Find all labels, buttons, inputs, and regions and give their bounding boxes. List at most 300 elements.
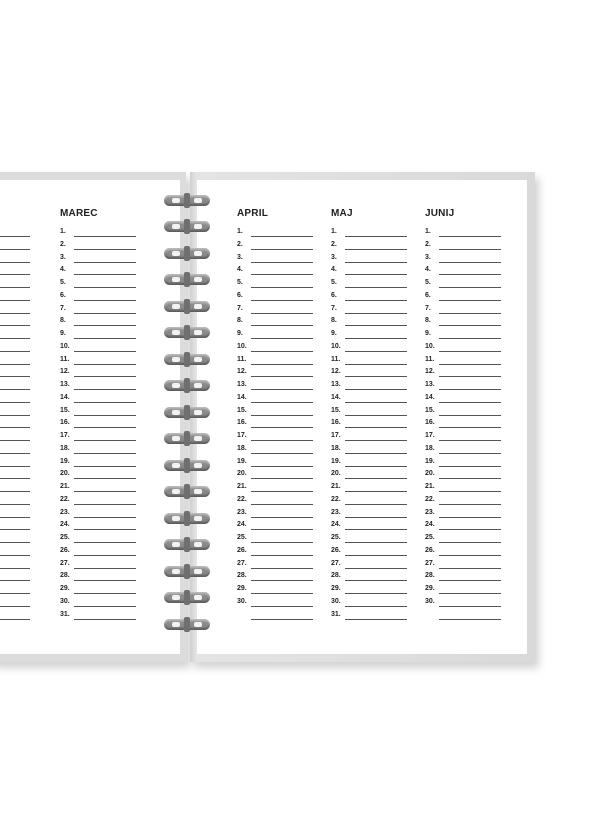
day-row — [331, 534, 409, 547]
day-row — [60, 534, 138, 547]
day-write-line — [439, 606, 501, 607]
day-write-line — [74, 313, 136, 314]
day-write-line — [0, 529, 30, 530]
day-number: 2. — [60, 240, 66, 248]
day-row — [237, 330, 315, 343]
day-number: 13. — [331, 381, 341, 388]
day-write-line — [0, 402, 30, 403]
day-number: 25. — [237, 534, 247, 541]
day-write-line — [439, 325, 501, 326]
day-write-line — [439, 517, 501, 518]
day-row — [60, 483, 138, 496]
day-write-line — [74, 466, 136, 467]
day-write-line — [74, 338, 136, 339]
day-row — [425, 458, 503, 471]
day-row — [237, 585, 315, 598]
day-number: 29. — [425, 585, 435, 592]
day-number: 10. — [237, 342, 247, 350]
day-write-line — [251, 453, 313, 454]
day-write-line — [0, 478, 30, 479]
day-row — [331, 458, 409, 471]
day-write-line — [251, 440, 313, 441]
day-write-line — [251, 606, 313, 607]
day-row — [425, 228, 503, 241]
day-write-line — [74, 440, 136, 441]
month-title: APRIL — [237, 208, 268, 219]
day-row — [237, 317, 315, 330]
day-number: 24. — [425, 521, 435, 529]
day-write-line — [74, 555, 136, 556]
day-number: 18. — [60, 444, 70, 452]
day-write-line — [0, 593, 30, 594]
day-write-line — [439, 466, 501, 467]
day-write-line — [74, 517, 136, 518]
day-write-line — [74, 542, 136, 543]
day-write-line — [74, 453, 136, 454]
day-number: 31. — [60, 610, 70, 618]
day-number: 23. — [425, 508, 435, 516]
day-row — [237, 534, 315, 547]
day-write-line — [345, 466, 407, 467]
day-row — [331, 266, 409, 279]
day-write-line — [0, 491, 30, 492]
spiral-ring-icon — [162, 192, 212, 210]
day-row — [237, 228, 315, 241]
spiral-ring-icon — [162, 430, 212, 448]
day-number: 10. — [425, 342, 435, 350]
day-write-line — [0, 325, 30, 326]
day-number: 12. — [60, 368, 70, 376]
day-number: 6. — [60, 291, 66, 299]
day-row — [425, 572, 503, 585]
day-row — [237, 241, 315, 254]
day-write-line — [439, 542, 501, 543]
day-write-line — [439, 249, 501, 250]
day-write-line — [439, 338, 501, 339]
day-number: 15. — [60, 406, 70, 414]
day-write-line — [345, 568, 407, 569]
day-number: 16. — [425, 419, 435, 427]
day-write-line — [0, 287, 30, 288]
day-row — [331, 381, 409, 394]
day-write-line — [0, 300, 30, 301]
day-row — [60, 496, 138, 509]
day-row — [60, 228, 138, 241]
day-write-line — [345, 351, 407, 352]
day-number: 26. — [60, 546, 70, 554]
day-write-line — [251, 517, 313, 518]
day-number: 4. — [331, 266, 337, 274]
day-number: 8. — [331, 317, 337, 325]
spiral-ring-icon — [162, 298, 212, 316]
day-write-line — [439, 351, 501, 352]
day-write-line — [251, 338, 313, 339]
day-row — [425, 407, 503, 420]
day-row — [331, 317, 409, 330]
day-write-line — [0, 568, 30, 569]
spiral-ring-icon — [162, 245, 212, 263]
day-number: 11. — [331, 355, 341, 363]
day-number: 27. — [425, 559, 435, 567]
day-write-line — [345, 415, 407, 416]
day-number: 13. — [237, 381, 247, 388]
day-write-line — [345, 440, 407, 441]
spiral-ring-icon — [162, 404, 212, 422]
day-write-line — [439, 364, 501, 365]
right-page — [197, 180, 527, 654]
day-number: 4. — [237, 266, 243, 274]
day-row — [237, 496, 315, 509]
day-write-line — [0, 313, 30, 314]
day-number: 29. — [331, 585, 341, 592]
day-row — [331, 305, 409, 318]
day-number: 24. — [237, 521, 247, 529]
day-write-line — [74, 415, 136, 416]
day-write-line — [345, 542, 407, 543]
day-number: 15. — [237, 406, 247, 414]
day-row — [425, 483, 503, 496]
spiral-ring-icon — [162, 563, 212, 581]
day-write-line — [439, 376, 501, 377]
day-row — [425, 368, 503, 381]
day-row — [60, 470, 138, 483]
day-number: 11. — [60, 355, 70, 363]
day-write-line — [74, 491, 136, 492]
day-number: 15. — [331, 406, 341, 414]
day-row — [331, 292, 409, 305]
day-number: 11. — [237, 355, 247, 363]
day-row — [331, 496, 409, 509]
day-number: 28. — [331, 572, 341, 580]
day-row — [425, 279, 503, 292]
day-number: 9. — [425, 330, 431, 337]
day-row — [425, 521, 503, 534]
day-row — [237, 381, 315, 394]
day-row — [425, 496, 503, 509]
day-row — [331, 279, 409, 292]
day-number: 16. — [331, 419, 341, 427]
day-number: 25. — [60, 534, 70, 541]
day-write-line — [251, 313, 313, 314]
day-row — [331, 560, 409, 573]
day-write-line — [439, 262, 501, 263]
day-row — [60, 598, 138, 611]
day-number: 4. — [425, 266, 431, 274]
day-write-line — [345, 389, 407, 390]
day-row — [60, 547, 138, 560]
day-number: 14. — [60, 393, 70, 401]
day-row — [425, 317, 503, 330]
day-write-line — [439, 580, 501, 581]
day-number: 26. — [331, 546, 341, 554]
day-write-line — [74, 478, 136, 479]
day-row — [60, 317, 138, 330]
day-write-line — [345, 606, 407, 607]
day-write-line — [251, 376, 313, 377]
day-write-line — [345, 300, 407, 301]
day-write-line — [345, 376, 407, 377]
day-row — [60, 343, 138, 356]
day-number: 16. — [237, 419, 247, 427]
day-number: 6. — [425, 291, 431, 299]
day-write-line — [74, 529, 136, 530]
day-write-line — [251, 619, 313, 620]
spiral-ring-icon — [162, 483, 212, 501]
day-write-line — [251, 491, 313, 492]
day-number: 1. — [60, 228, 66, 235]
day-row — [237, 521, 315, 534]
day-number: 14. — [331, 393, 341, 401]
day-row — [237, 305, 315, 318]
day-write-line — [251, 249, 313, 250]
day-write-line — [251, 300, 313, 301]
day-write-line — [74, 619, 136, 620]
day-row — [237, 292, 315, 305]
day-number: 6. — [331, 291, 337, 299]
day-number: 20. — [331, 470, 341, 478]
day-row — [60, 445, 138, 458]
day-write-line — [251, 593, 313, 594]
day-number: 11. — [425, 355, 435, 363]
day-number: 29. — [237, 585, 247, 592]
day-number: 1. — [425, 228, 431, 235]
day-write-line — [251, 555, 313, 556]
day-write-line — [345, 491, 407, 492]
day-row — [331, 585, 409, 598]
day-number: 10. — [331, 342, 341, 350]
day-number: 2. — [331, 240, 337, 248]
day-number: 2. — [425, 240, 431, 248]
day-write-line — [251, 427, 313, 428]
day-write-line — [439, 427, 501, 428]
day-write-line — [0, 427, 30, 428]
day-row — [425, 534, 503, 547]
day-number: 10. — [60, 342, 70, 350]
month-title: MAREC — [60, 208, 98, 219]
day-write-line — [0, 440, 30, 441]
day-number: 18. — [331, 444, 341, 452]
day-row — [331, 547, 409, 560]
day-number: 23. — [331, 508, 341, 516]
day-write-line — [439, 389, 501, 390]
day-number: 28. — [237, 572, 247, 580]
day-write-line — [74, 606, 136, 607]
day-row — [237, 368, 315, 381]
day-write-line — [439, 287, 501, 288]
day-write-line — [74, 300, 136, 301]
day-number: 16. — [60, 419, 70, 427]
day-row — [331, 407, 409, 420]
day-number: 5. — [331, 279, 337, 286]
day-write-line — [74, 287, 136, 288]
day-row — [331, 509, 409, 522]
day-number: 3. — [237, 253, 243, 261]
day-write-line — [439, 529, 501, 530]
day-write-line — [74, 376, 136, 377]
day-write-line — [439, 300, 501, 301]
day-row — [331, 343, 409, 356]
day-row — [237, 560, 315, 573]
day-row — [237, 483, 315, 496]
spiral-ring-icon — [162, 536, 212, 554]
spiral-ring-icon — [162, 324, 212, 342]
day-write-line — [439, 555, 501, 556]
day-write-line — [0, 262, 30, 263]
day-number: 17. — [60, 432, 70, 439]
day-write-line — [0, 415, 30, 416]
day-number: 26. — [425, 546, 435, 554]
day-row — [331, 241, 409, 254]
day-row — [60, 330, 138, 343]
day-number: 5. — [425, 279, 431, 286]
day-number: 7. — [237, 304, 243, 312]
day-number: 28. — [60, 572, 70, 580]
day-number: 3. — [425, 253, 431, 261]
day-write-line — [0, 619, 30, 620]
day-number: 1. — [237, 228, 243, 235]
day-number: 26. — [237, 546, 247, 554]
day-write-line — [0, 466, 30, 467]
day-write-line — [345, 619, 407, 620]
day-write-line — [0, 364, 30, 365]
day-write-line — [0, 389, 30, 390]
day-write-line — [345, 313, 407, 314]
day-number: 8. — [60, 317, 66, 325]
day-row — [425, 445, 503, 458]
day-write-line — [0, 555, 30, 556]
day-write-line — [0, 504, 30, 505]
day-number: 9. — [331, 330, 337, 337]
day-write-line — [0, 351, 30, 352]
day-number: 18. — [237, 444, 247, 452]
spiral-ring-icon — [162, 271, 212, 289]
day-write-line — [251, 351, 313, 352]
day-write-line — [251, 402, 313, 403]
day-row — [60, 254, 138, 267]
day-number: 21. — [60, 483, 70, 490]
day-write-line — [439, 593, 501, 594]
day-number: 18. — [425, 444, 435, 452]
day-write-line — [74, 325, 136, 326]
day-write-line — [345, 287, 407, 288]
day-number: 17. — [237, 432, 247, 439]
day-row — [60, 521, 138, 534]
day-row — [331, 432, 409, 445]
day-row — [425, 381, 503, 394]
day-write-line — [345, 236, 407, 237]
spiral-ring-icon — [162, 616, 212, 634]
day-number: 28. — [425, 572, 435, 580]
day-row — [425, 598, 503, 611]
day-write-line — [0, 517, 30, 518]
day-number: 31. — [331, 610, 341, 618]
day-number: 22. — [331, 495, 341, 503]
day-number: 25. — [425, 534, 435, 541]
day-number: 30. — [237, 597, 247, 605]
day-write-line — [345, 517, 407, 518]
day-write-line — [251, 529, 313, 530]
day-write-line — [345, 364, 407, 365]
day-write-line — [251, 236, 313, 237]
day-number: 19. — [331, 457, 341, 465]
day-write-line — [439, 504, 501, 505]
day-row — [425, 343, 503, 356]
day-number: 3. — [60, 253, 66, 261]
left-page — [0, 180, 180, 654]
day-number: 8. — [237, 317, 243, 325]
day-row — [60, 572, 138, 585]
day-write-line — [74, 364, 136, 365]
day-write-line — [439, 274, 501, 275]
day-row — [331, 483, 409, 496]
day-row — [237, 445, 315, 458]
month-title: MAJ — [331, 208, 353, 219]
day-row — [237, 432, 315, 445]
day-write-line — [0, 580, 30, 581]
day-number: 9. — [60, 330, 66, 337]
spiral-ring-icon — [162, 457, 212, 475]
day-write-line — [74, 427, 136, 428]
day-row — [425, 292, 503, 305]
spiral-ring-icon — [162, 589, 212, 607]
day-row — [425, 266, 503, 279]
day-write-line — [439, 453, 501, 454]
day-number: 19. — [60, 457, 70, 465]
day-row — [425, 394, 503, 407]
day-number: 20. — [237, 470, 247, 478]
day-number: 15. — [425, 406, 435, 414]
day-number: 12. — [237, 368, 247, 376]
day-row — [331, 445, 409, 458]
day-number: 24. — [60, 521, 70, 529]
day-number: 12. — [331, 368, 341, 376]
day-number: 2. — [237, 240, 243, 248]
day-write-line — [439, 236, 501, 237]
day-write-line — [345, 262, 407, 263]
day-row — [425, 254, 503, 267]
day-row — [60, 419, 138, 432]
day-number: 27. — [331, 559, 341, 567]
spiral-ring-icon — [162, 377, 212, 395]
day-row — [60, 407, 138, 420]
day-write-line — [345, 249, 407, 250]
day-number: 27. — [237, 559, 247, 567]
spiral-ring-icon — [162, 218, 212, 236]
day-row — [425, 432, 503, 445]
day-write-line — [0, 249, 30, 250]
day-write-line — [345, 338, 407, 339]
day-row — [237, 407, 315, 420]
day-write-line — [345, 529, 407, 530]
day-row — [60, 356, 138, 369]
day-number: 19. — [425, 457, 435, 465]
day-row — [60, 611, 138, 624]
day-row — [331, 228, 409, 241]
day-row — [331, 356, 409, 369]
day-write-line — [74, 580, 136, 581]
spiral-ring-icon — [162, 510, 212, 528]
day-number: 14. — [425, 393, 435, 401]
day-number: 29. — [60, 585, 70, 592]
day-write-line — [0, 606, 30, 607]
day-write-line — [439, 568, 501, 569]
day-number: 14. — [237, 393, 247, 401]
day-write-line — [0, 453, 30, 454]
day-write-line — [74, 389, 136, 390]
day-write-line — [0, 376, 30, 377]
day-write-line — [251, 262, 313, 263]
day-write-line — [251, 364, 313, 365]
